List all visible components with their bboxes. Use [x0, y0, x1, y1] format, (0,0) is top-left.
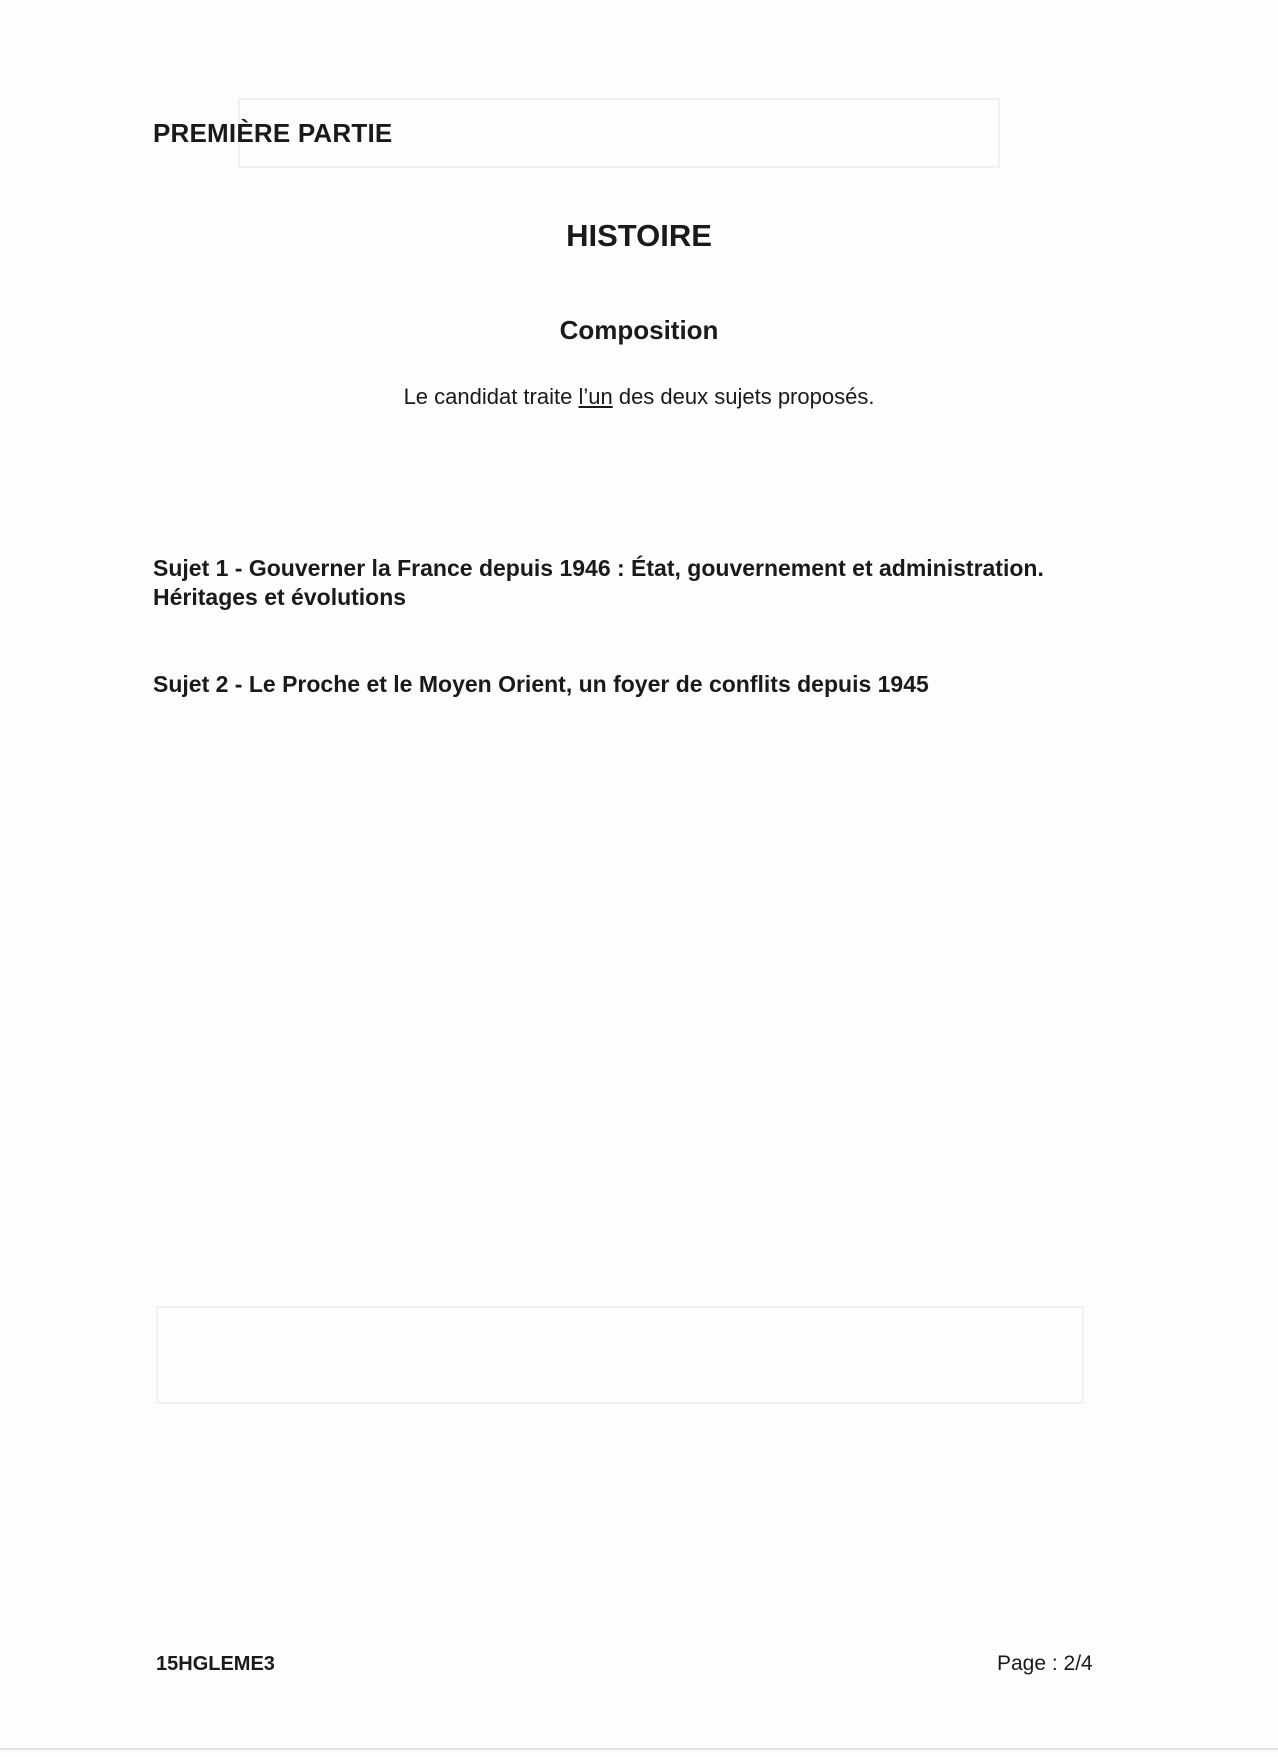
document-code: 15HGLEME3 [156, 1653, 275, 1675]
instruction-underlined-word: l’un [578, 384, 613, 409]
part-title: PREMIÈRE PARTIE [153, 118, 393, 148]
instruction [0, 384, 1278, 410]
scan-edge [0, 1748, 1278, 1750]
instruction-text-end: des deux sujets proposés. [612, 384, 875, 409]
show-through-frame [156, 1306, 1084, 1404]
subject-1-subtitle: Héritages et évolutions [153, 584, 407, 610]
subject-1 [153, 554, 1213, 612]
exercise-title: Composition [559, 315, 719, 345]
section-title: HISTOIRE [566, 218, 712, 253]
page-number: Page : 2/4 [997, 1652, 1093, 1675]
subject-2-title: Sujet 2 - Le Proche et le Moyen Orient, un foyer de conflits depuis 1945 [153, 671, 929, 697]
instruction-text-start: Le candidat traite [403, 384, 579, 409]
subject-1-title: Sujet 1 - Gouverner la France depuis 1946 : État, gouvernement et administration. [153, 555, 1044, 581]
subject-2 [153, 670, 1213, 699]
